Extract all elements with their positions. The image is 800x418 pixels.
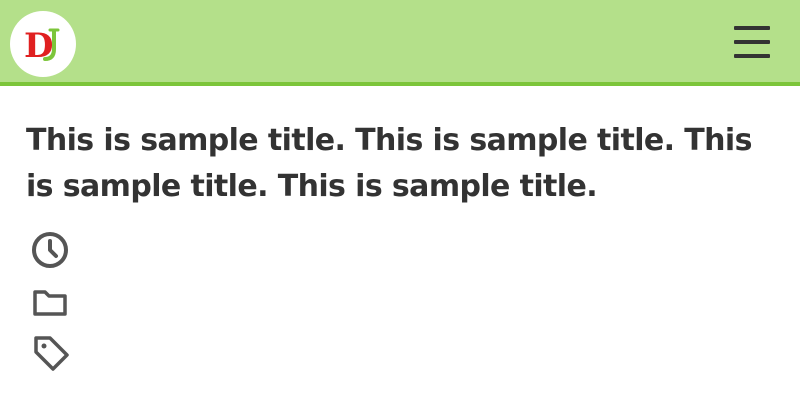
clock-icon xyxy=(30,230,70,270)
site-header xyxy=(0,0,800,86)
site-logo[interactable] xyxy=(10,11,76,77)
logo-icon xyxy=(18,19,68,69)
hamburger-menu-icon[interactable] xyxy=(730,20,774,64)
tag-icon xyxy=(30,332,70,372)
post-title: This is sample title. This is sample title. This is sample title. This is sample title. xyxy=(26,123,752,204)
folder-icon xyxy=(30,282,70,322)
svg-text:D: D xyxy=(24,26,54,66)
